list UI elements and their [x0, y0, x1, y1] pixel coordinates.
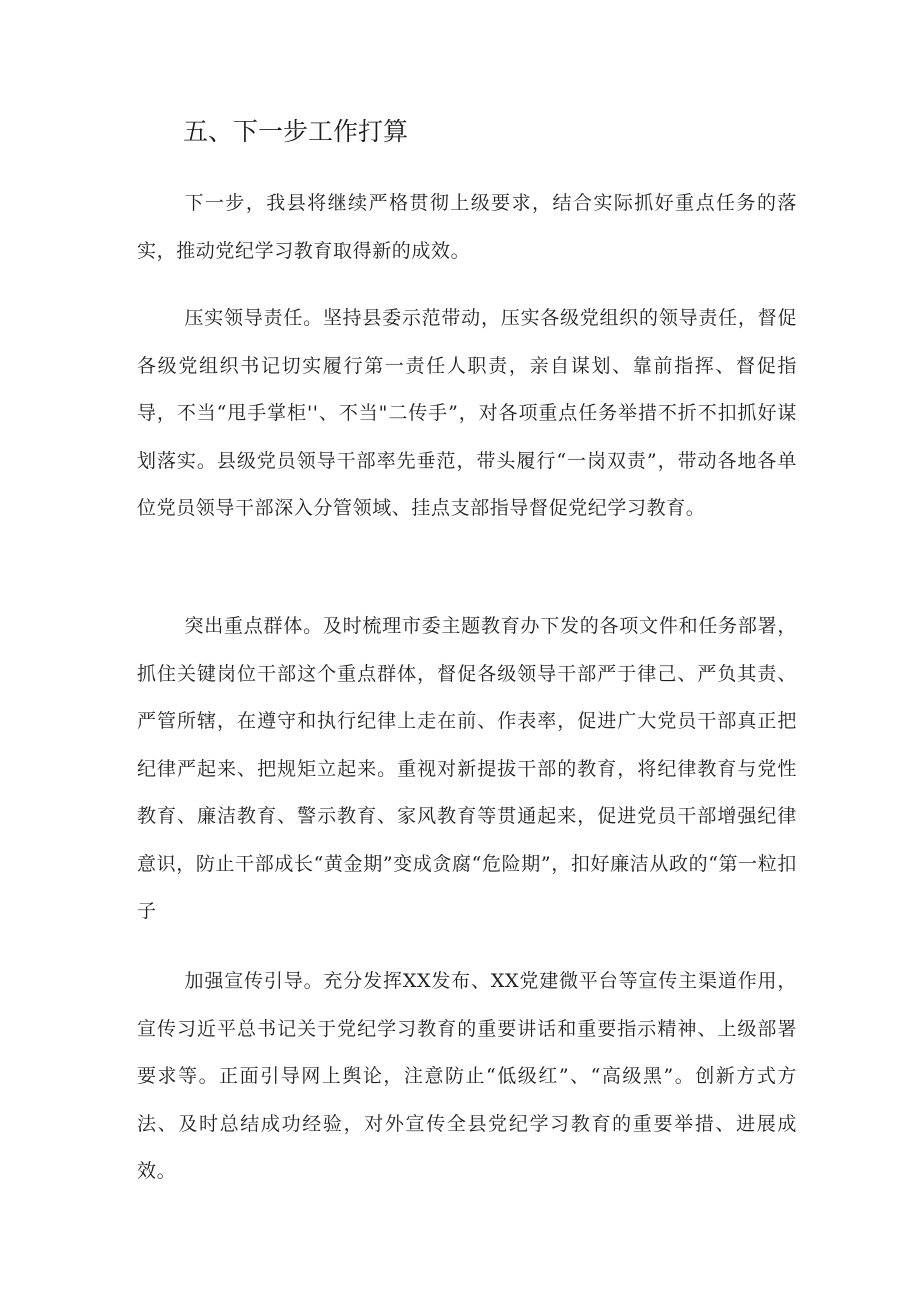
paragraph-intro: 下一步，我县将继续严格贯彻上级要求，结合实际抓好重点任务的落实，推动党纪学习教育取得新的成效。 [137, 192, 797, 262]
paragraph-publicity-guidance: 加强宣传引导。充分发挥XX发布、XX党建微平台等宣传主渠道作用，宣传习近平总书记关于党纪学习教育的重要讲话和重要指示精神、上级部署要求等。正面引导网上舆论，注意防止“低级红”、“高级黑”。创新方式方法、及时总结成功经验，对外宣传全县党纪学习教育的重要举措、进展成效。 [137, 970, 797, 1182]
section-heading: 五、下一步工作打算 [183, 117, 409, 146]
paragraph-leadership-responsibility: 压实领导责任。坚持县委示范带动，压实各级党组织的领导责任，督促各级党组织书记切实履行第一责任人职责，亲自谋划、靠前指挥、督促指导，不当“甩手掌柜''、不当"二传手”，对各项重点任务举措不折不扣抓好谋划落实。县级党员领导干部率先垂范，带头履行“一岗双责”，带动各地各单位党员领导干部深入分管领域、挂点支部指导督促党纪学习教育。 [137, 307, 797, 519]
paragraph-key-groups: 突出重点群体。及时梳理市委主题教育办下发的各项文件和任务部署，抓住关键岗位干部这个重点群体，督促各级领导干部严于律己、严负其责、严管所辖，在遵守和执行纪律上走在前、作表率，促进广大党员干部真正把纪律严起来、把规矩立起来。重视对新提拔干部的教育，将纪律教育与党性教育、廉洁教育、警示教育、家风教育等贯通起来，促进党员干部增强纪律意识，防止干部成长“黄金期”变成贪腐“危险期”，扣好廉洁从政的“第一粒扣子 [137, 615, 797, 922]
